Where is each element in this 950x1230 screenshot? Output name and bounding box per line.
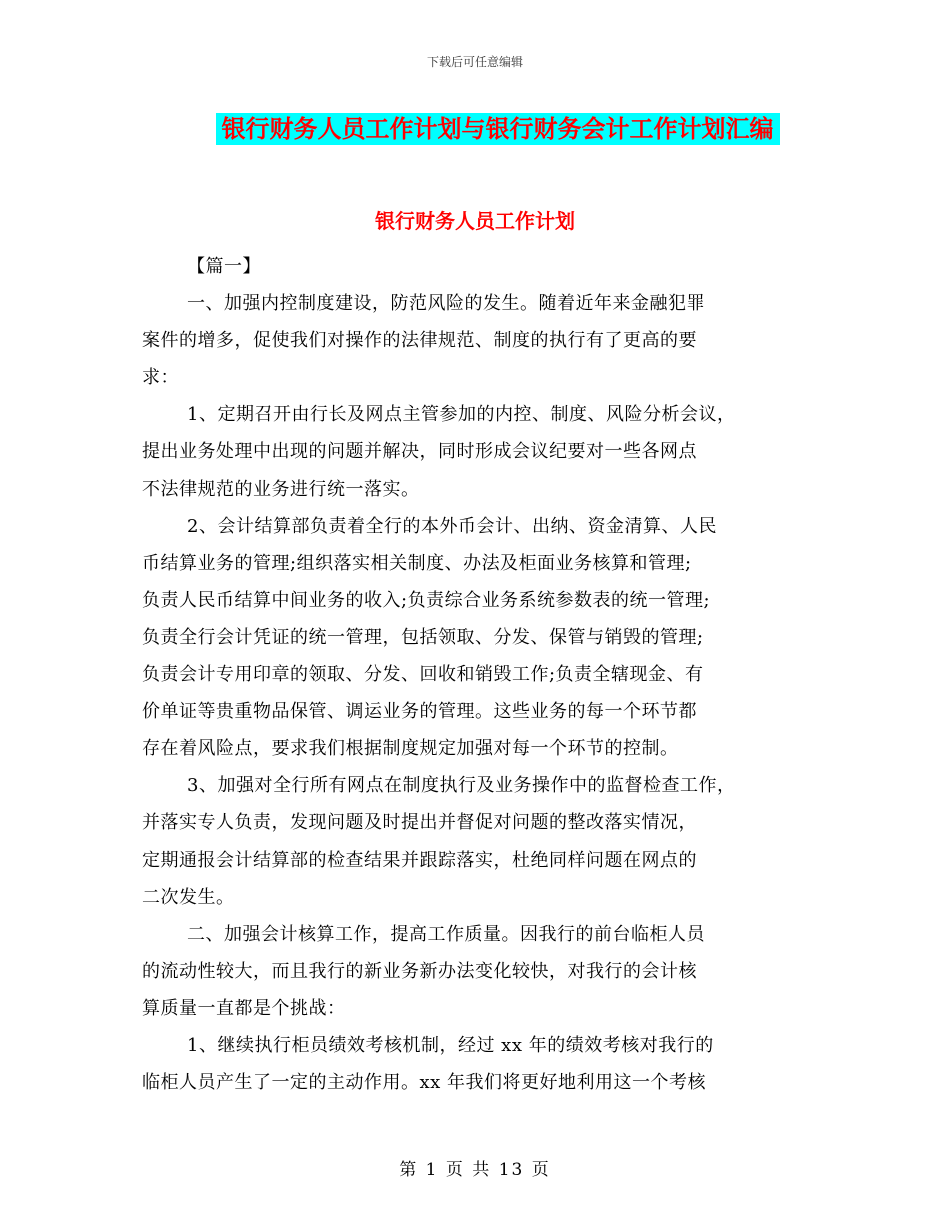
body-line: 算质量一直都是个挑战： [142,997,346,1019]
document-body [142,248,812,1101]
body-line: 负责全行会计凭证的统一管理，包括领取、分发、保管与销毁的管理; [142,626,704,648]
body-line: 临柜人员产生了一定的主动作用。xx 年我们将更好地利用这一个考核 [142,1072,707,1094]
body-line: 一、加强内控制度建设，防范风险的发生。随着近年来金融犯罪 [187,293,705,315]
main-title: 银行财务人员工作计划与银行财务会计工作计划汇编 [216,113,780,145]
sub-title: 银行财务人员工作计划 [375,209,575,233]
body-line: 价单证等贵重物品保管、调运业务的管理。这些业务的每一个环节都 [142,701,697,723]
body-line: 1、定期召开由行长及网点主管参加的内控、制度、风险分析会议， [187,404,736,426]
body-line: 二、加强会计核算工作，提高工作质量。因我行的前台临柜人员 [187,923,705,945]
body-line: 的流动性较大，而且我行的新业务新办法变化较快，对我行的会计核 [142,960,697,982]
body-line: 并落实专人负责，发现问题及时提出并督促对问题的整改落实情况， [142,812,697,834]
body-line: 案件的增多，促使我们对操作的法律规范、制度的执行有了更高的要 [142,330,697,352]
page-footer: 第 1 页 共 13 页 [399,1160,551,1180]
body-line: 【篇一】 [187,256,261,277]
header-note: 下载后可任意编辑 [426,55,523,69]
main-title-container [0,113,950,145]
body-line: 负责人民币结算中间业务的收入;负责综合业务系统参数表的统一管理; [142,589,711,611]
body-line: 求： [142,367,179,389]
body-line: 二次发生。 [142,886,235,908]
body-line: 不法律规范的业务进行统一落实。 [142,478,420,500]
body-line: 提出业务处理中出现的问题并解决，同时形成会议纪要对一些各网点 [142,441,697,463]
body-line: 币结算业务的管理;组织落实相关制度、办法及柜面业务核算和管理; [142,552,692,574]
body-line: 3、加强对全行所有网点在制度执行及业务操作中的监督检查工作， [187,775,736,797]
body-line: 存在着风险点，要求我们根据制度规定加强对每一个环节的控制。 [142,738,679,760]
body-line: 负责会计专用印章的领取、分发、回收和销毁工作;负责全辖现金、有 [142,664,704,686]
body-line: 2、会计结算部负责着全行的本外币会计、出纳、资金清算、人民 [187,515,717,537]
body-line: 定期通报会计结算部的检查结果并跟踪落实，杜绝同样问题在网点的 [142,849,697,871]
body-line: 1、继续执行柜员绩效考核机制，经过 xx 年的绩效考核对我行的 [187,1034,714,1056]
